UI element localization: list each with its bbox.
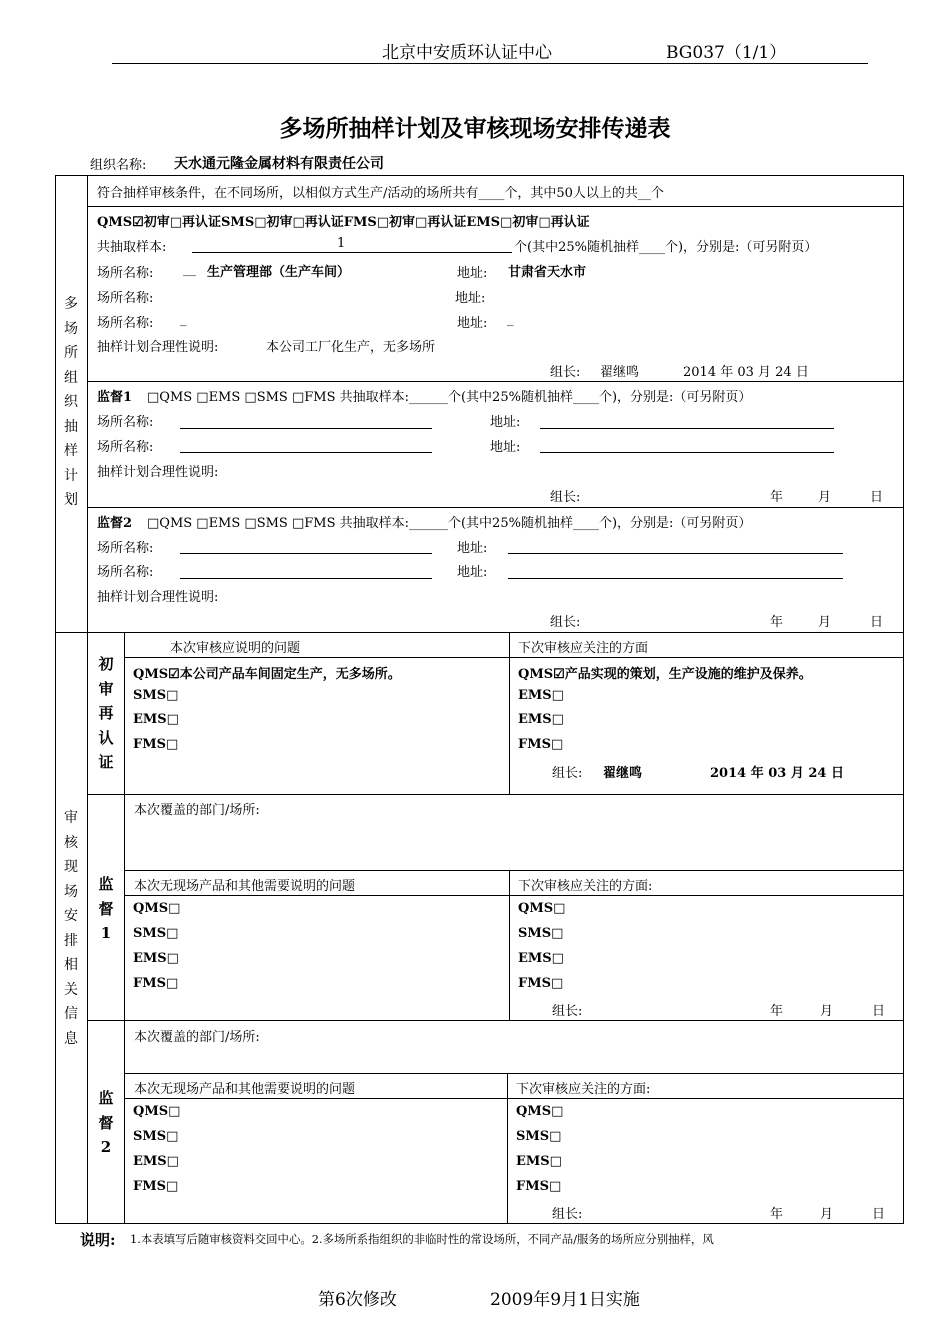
sup2-audit-date-month: 月 bbox=[820, 1207, 834, 1222]
initial-audit-side-label: 初审再认证 bbox=[98, 655, 114, 771]
initial-site2-label: 场所名称: bbox=[97, 291, 154, 306]
sup2-coverage-label: 本次覆盖的部门/场所: bbox=[134, 1030, 260, 1045]
initial-site1-label: 场所名称: bbox=[97, 266, 154, 281]
initial-total-underline bbox=[192, 252, 512, 253]
initial-site1-prefix: __ bbox=[183, 262, 196, 277]
initial-col-divider bbox=[509, 632, 510, 794]
sup1-date-year: 年 bbox=[770, 490, 784, 505]
initial-site3-value: _ bbox=[180, 312, 187, 327]
sup2-audit-leader-label: 组长: bbox=[552, 1207, 583, 1222]
row-divider bbox=[87, 381, 904, 382]
sup1-site1-underline bbox=[180, 428, 432, 429]
row-divider bbox=[124, 657, 904, 658]
initial-right-item: EMS□ bbox=[518, 712, 564, 727]
sup1-addr1-underline bbox=[540, 428, 834, 429]
row-divider bbox=[124, 1073, 904, 1074]
initial-left-item: SMS□ bbox=[133, 688, 179, 703]
header-org-center: 北京中安质环认证中心 bbox=[382, 43, 552, 63]
initial-site3-label: 场所名称: bbox=[97, 316, 154, 331]
section-divider bbox=[55, 632, 904, 633]
sup2-left-item: FMS□ bbox=[133, 1179, 179, 1194]
sup2-col-divider bbox=[507, 1073, 508, 1224]
sup2-site2-underline bbox=[180, 578, 432, 579]
initial-site1-value: 生产管理部（生产车间） bbox=[207, 265, 351, 280]
sup1-right-item: SMS□ bbox=[518, 926, 564, 941]
sup1-audit-side-label: 监督1 bbox=[98, 875, 114, 942]
footer-effective: 2009年9月1日实施 bbox=[490, 1290, 640, 1310]
row-divider bbox=[124, 870, 904, 871]
sup2-left-item: EMS□ bbox=[133, 1154, 179, 1169]
sup2-addr1-label: 地址: bbox=[457, 541, 488, 556]
sup2-audit-date-year: 年 bbox=[770, 1207, 784, 1222]
initial-addr3-value: _ bbox=[507, 312, 514, 327]
sup1-date-month: 月 bbox=[818, 490, 832, 505]
initial-audit-leader-name: 翟继鸣 bbox=[603, 766, 643, 781]
sup1-left-item: FMS□ bbox=[133, 976, 179, 991]
initial-left-item: FMS□ bbox=[133, 737, 179, 752]
sup1-site1-label: 场所名称: bbox=[97, 415, 154, 430]
initial-left-header: 本次审核应说明的问题 bbox=[170, 641, 301, 656]
initial-certs-line: QMS☑初审□再认证SMS□初审□再认证FMS□初审□再认证EMS□初审□再认证 bbox=[97, 215, 590, 230]
plan-side-divider bbox=[87, 175, 88, 632]
sup1-audit-date-month: 月 bbox=[820, 1004, 834, 1019]
row-divider bbox=[124, 895, 904, 896]
initial-addr3-label: 地址: bbox=[457, 316, 488, 331]
audit-side-label: 审核现场安排相关信息 bbox=[64, 810, 78, 1047]
sup1-coverage-label: 本次覆盖的部门/场所: bbox=[134, 803, 260, 818]
sup2-right-item: QMS□ bbox=[516, 1104, 564, 1119]
sup2-plan-heading-rest: □QMS □EMS □SMS □FMS 共抽取样本:______个(其中25%随机抽样____个)，分别是:（可另附页） bbox=[147, 516, 752, 531]
org-name-label: 组织名称: bbox=[90, 158, 147, 173]
sup1-left-item: EMS□ bbox=[133, 951, 179, 966]
note-label: 说明: bbox=[80, 1231, 116, 1249]
conditions-line: 符合抽样审核条件，在不同场所，以相似方式生产/活动的场所共有____个，其中50人以上的共__个 bbox=[97, 186, 664, 201]
initial-right-item: EMS□ bbox=[518, 688, 564, 703]
sup1-right-item: EMS□ bbox=[518, 951, 564, 966]
sup1-left-item: QMS□ bbox=[133, 901, 181, 916]
sup2-site1-label: 场所名称: bbox=[97, 541, 154, 556]
sup2-rationale-label: 抽样计划合理性说明: bbox=[97, 590, 219, 605]
sup2-site1-underline bbox=[180, 553, 432, 554]
sup1-site2-label: 场所名称: bbox=[97, 440, 154, 455]
sup1-left-item: SMS□ bbox=[133, 926, 179, 941]
row-divider bbox=[87, 1020, 904, 1021]
org-name-value: 天水通元隆金属材料有限责任公司 bbox=[174, 156, 384, 172]
sup2-addr1-underline bbox=[508, 553, 843, 554]
sup1-site2-underline bbox=[180, 452, 432, 453]
row-divider bbox=[124, 1098, 904, 1099]
sup1-plan-heading-rest: □QMS □EMS □SMS □FMS 共抽取样本:______个(其中25%随机抽样____个)，分别是:（可另附页） bbox=[147, 390, 752, 405]
sup1-date-day: 日 bbox=[870, 490, 884, 505]
initial-total-label: 共抽取样本: bbox=[97, 240, 167, 255]
initial-leader-name: 翟继鸣 bbox=[600, 365, 640, 380]
sup2-right-item: SMS□ bbox=[516, 1129, 562, 1144]
row-divider bbox=[87, 206, 904, 207]
sup1-audit-date-year: 年 bbox=[770, 1004, 784, 1019]
sup2-site2-label: 场所名称: bbox=[97, 565, 154, 580]
initial-total-suffix: 个(其中25%随机抽样____个)，分别是:（可另附页） bbox=[514, 240, 818, 255]
audit-subside-divider bbox=[124, 632, 125, 1224]
sup1-left-header: 本次无现场产品和其他需要说明的问题 bbox=[134, 879, 356, 894]
initial-date: 2014 年 03 月 24 日 bbox=[683, 365, 809, 380]
sup2-addr2-underline bbox=[508, 578, 843, 579]
sup2-audit-date-day: 日 bbox=[872, 1207, 886, 1222]
initial-addr1-label: 地址: bbox=[457, 266, 488, 281]
sup1-right-item: QMS□ bbox=[518, 901, 566, 916]
sup1-right-header: 下次审核应关注的方面: bbox=[518, 879, 653, 894]
sup2-audit-side-label: 监督2 bbox=[98, 1089, 114, 1156]
initial-leader-label: 组长: bbox=[550, 365, 581, 380]
sup2-leader-label: 组长: bbox=[550, 615, 581, 630]
initial-right-item: QMS☑产品实现的策划，生产设施的维护及保养。 bbox=[518, 667, 812, 682]
row-divider bbox=[87, 507, 904, 508]
row-divider bbox=[87, 794, 904, 795]
note-text: 1.本表填写后随审核资料交回中心。2.多场所系指组织的非临时性的常设场所，不同产品/服务的场所应分别抽样，风 bbox=[130, 1232, 714, 1246]
sup1-audit-date-day: 日 bbox=[872, 1004, 886, 1019]
initial-rationale-label: 抽样计划合理性说明: bbox=[97, 340, 219, 355]
sup2-right-header: 下次审核应关注的方面: bbox=[516, 1082, 651, 1097]
sup1-addr2-label: 地址: bbox=[490, 440, 521, 455]
initial-left-item: QMS☑本公司产品车间固定生产，无多场所。 bbox=[133, 667, 401, 682]
initial-rationale-value: 本公司工厂化生产，无多场所 bbox=[266, 340, 436, 355]
initial-addr1-value: 甘肃省天水市 bbox=[508, 265, 587, 280]
sup2-date-month: 月 bbox=[818, 615, 832, 630]
header-form-code: BG037（1/1） bbox=[666, 43, 787, 63]
sup1-rationale-label: 抽样计划合理性说明: bbox=[97, 465, 219, 480]
header-rule bbox=[112, 63, 868, 64]
initial-addr2-label: 地址: bbox=[455, 291, 486, 306]
initial-right-header: 下次审核应关注的方面 bbox=[518, 641, 649, 656]
sup2-right-item: FMS□ bbox=[516, 1179, 562, 1194]
page-title: 多场所抽样计划及审核现场安排传递表 bbox=[279, 115, 671, 142]
sup2-right-item: EMS□ bbox=[516, 1154, 562, 1169]
sup2-date-day: 日 bbox=[870, 615, 884, 630]
sup1-audit-leader-label: 组长: bbox=[552, 1004, 583, 1019]
initial-total-value: 1 bbox=[337, 236, 346, 251]
sup2-left-item: QMS□ bbox=[133, 1104, 181, 1119]
sup1-leader-label: 组长: bbox=[550, 490, 581, 505]
plan-side-label: 多场所组织抽样计划 bbox=[64, 296, 78, 508]
initial-right-item: FMS□ bbox=[518, 737, 564, 752]
footer-revision: 第6次修改 bbox=[318, 1290, 397, 1310]
initial-audit-leader-label: 组长: bbox=[552, 766, 583, 781]
sup2-plan-heading: 监督2 bbox=[97, 516, 133, 531]
sup1-col-divider bbox=[509, 870, 510, 1020]
sup2-left-item: SMS□ bbox=[133, 1129, 179, 1144]
initial-audit-date: 2014 年 03 月 24 日 bbox=[710, 766, 844, 781]
initial-left-item: EMS□ bbox=[133, 712, 179, 727]
sup2-addr2-label: 地址: bbox=[457, 565, 488, 580]
sup1-plan-heading: 监督1 bbox=[97, 390, 133, 405]
sup2-date-year: 年 bbox=[770, 615, 784, 630]
form-table bbox=[55, 175, 904, 1224]
sup2-left-header: 本次无现场产品和其他需要说明的问题 bbox=[134, 1082, 356, 1097]
audit-side-divider bbox=[87, 632, 88, 1224]
sup1-addr2-underline bbox=[540, 452, 834, 453]
sup1-right-item: FMS□ bbox=[518, 976, 564, 991]
sup1-addr1-label: 地址: bbox=[490, 415, 521, 430]
